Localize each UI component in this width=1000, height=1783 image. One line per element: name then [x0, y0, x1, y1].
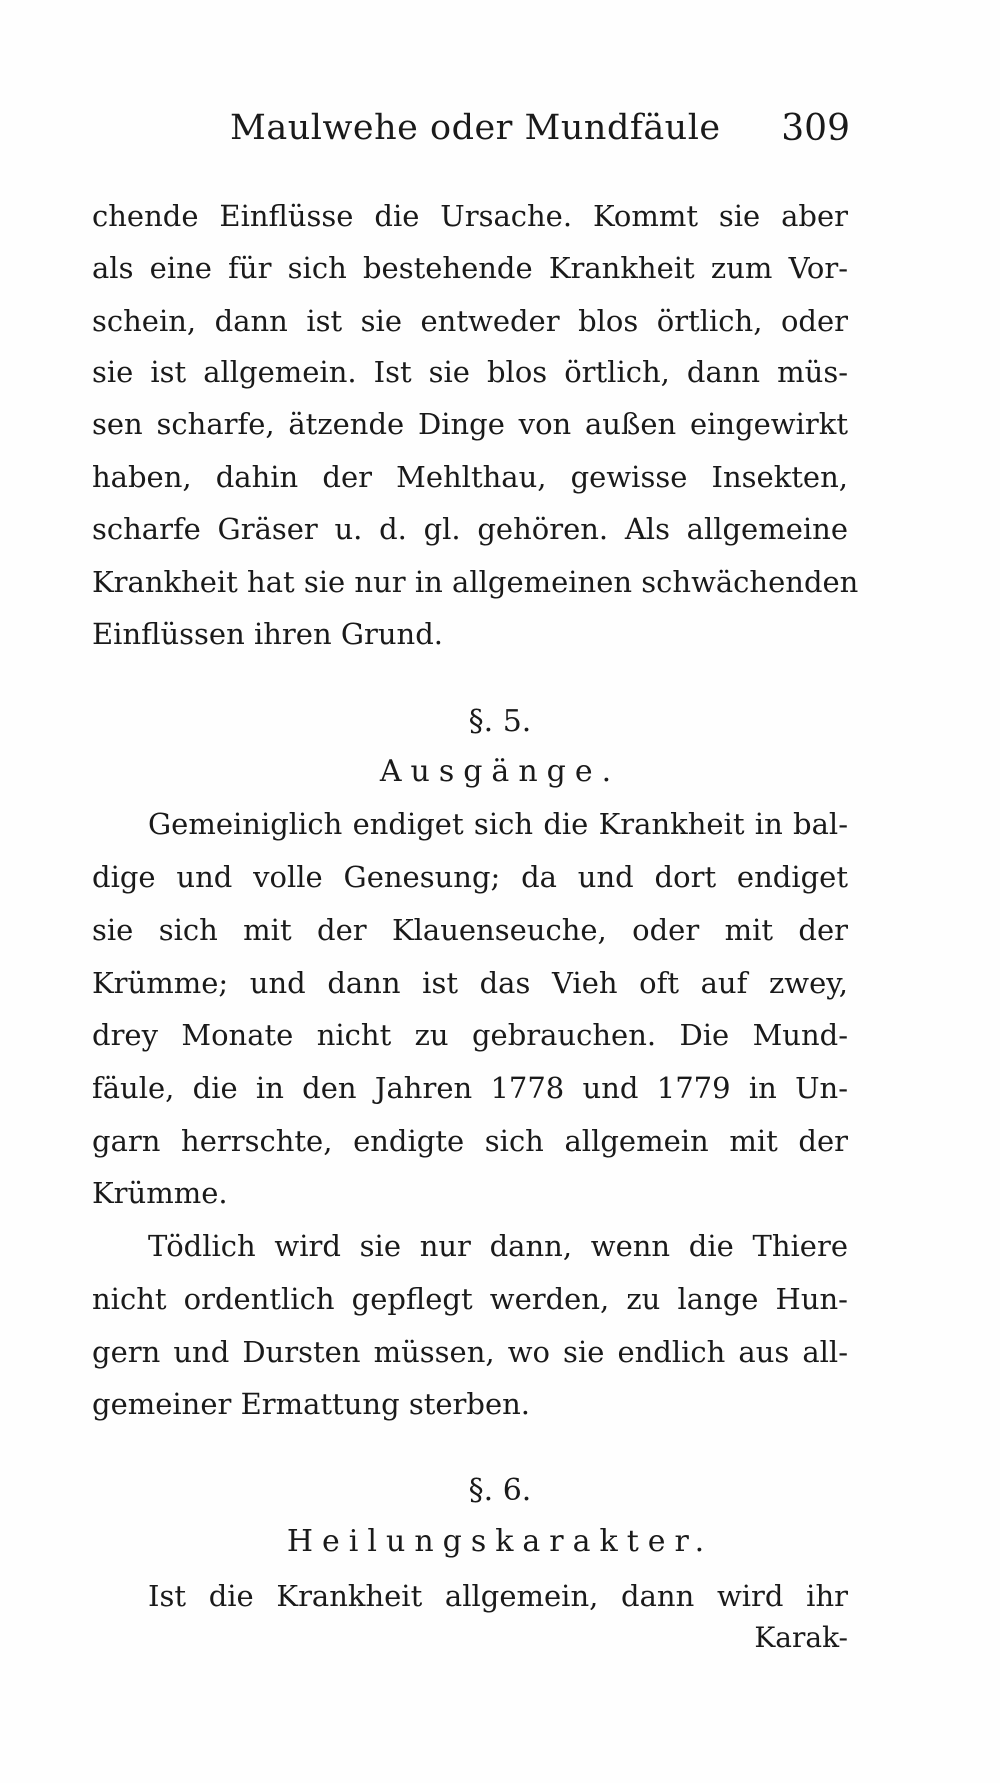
text-line: als eine für sich bestehende Krankheit zum Vor-: [92, 251, 848, 285]
text-line: Krümme.: [92, 1176, 228, 1210]
text-line: schein, dann ist sie entweder blos örtlich, oder: [92, 304, 848, 338]
text-line: Krümme; und dann ist das Vieh oft auf zwey,: [92, 966, 848, 1000]
text-line: sie ist allgemein. Ist sie blos örtlich, dann müs-: [92, 355, 848, 389]
text-line: sen scharfe, ätzende Dinge von außen eingewirkt: [92, 407, 848, 441]
running-title: Maulwehe oder Mundfäule: [230, 108, 721, 148]
catchword: Karak-: [754, 1621, 848, 1654]
text-line: gern und Dursten müssen, wo sie endlich aus all-: [92, 1335, 848, 1369]
text-line: Gemeiniglich endiget sich die Krankheit in bal-: [148, 807, 848, 841]
text-line: Krankheit hat sie nur in allgemeinen schwächenden: [92, 565, 859, 599]
text-line: garn herrschte, endigte sich allgemein mit der: [92, 1124, 848, 1158]
text-line: Ist die Krankheit allgemein, dann wird ihr: [148, 1579, 848, 1613]
text-line: haben, dahin der Mehlthau, gewisse Insekten,: [92, 460, 848, 494]
section-heading: Heilungskarakter.: [286, 1524, 714, 1559]
text-line: sie sich mit der Klauenseuche, oder mit der: [92, 913, 848, 947]
text-line: drey Monate nicht zu gebrauchen. Die Mund-: [92, 1018, 848, 1052]
text-line: chende Einflüsse die Ursache. Kommt sie aber: [92, 199, 848, 233]
text-line: nicht ordentlich gepflegt werden, zu lange Hun-: [92, 1282, 848, 1316]
section-mark: §. 5.: [468, 704, 532, 739]
text-line: fäule, die in den Jahren 1778 und 1779 in Un-: [92, 1071, 848, 1105]
text-line: scharfe Gräser u. d. gl. gehören. Als allgemeine: [92, 512, 848, 546]
text-line: gemeiner Ermattung sterben.: [92, 1387, 531, 1421]
section-heading: Ausgänge.: [379, 754, 621, 789]
page-number: 309: [781, 108, 850, 149]
text-line: dige und volle Genesung; da und dort endiget: [92, 860, 848, 894]
text-line: Tödlich wird sie nur dann, wenn die Thiere: [148, 1229, 848, 1263]
text-line: Einflüssen ihren Grund.: [92, 617, 444, 651]
running-head: [230, 108, 850, 158]
section-mark: §. 6.: [468, 1473, 532, 1508]
